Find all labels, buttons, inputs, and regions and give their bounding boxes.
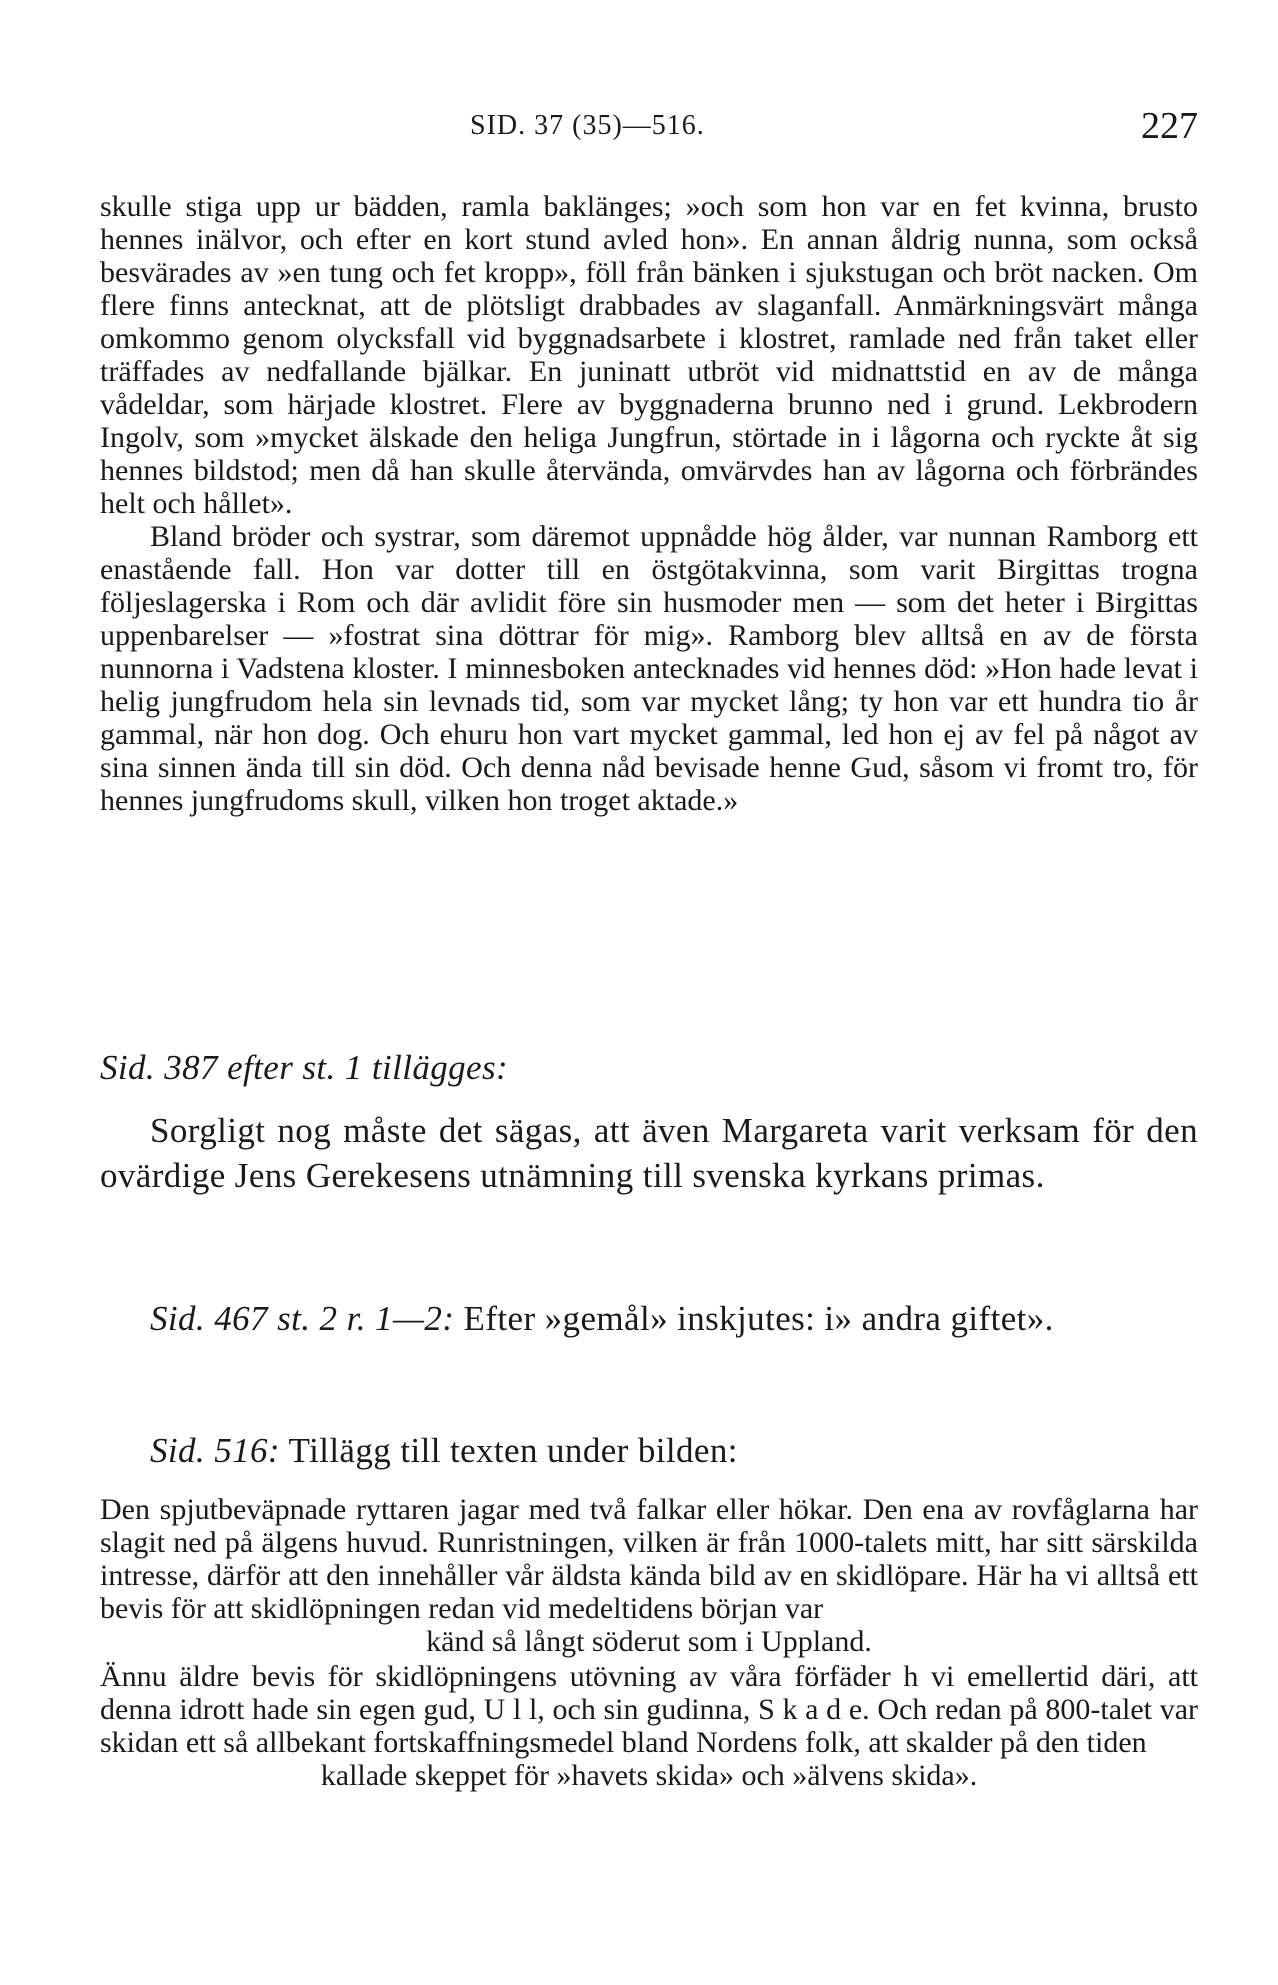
paragraph-2: Bland bröder och systrar, som däremot uppnådde hög ålder, var nunnan Ramborg ett enastående fall. Hon var dotter till en östgötakvinna, som varit Birgittas trogna följeslagerska i Rom och där avlidit före sin husmoder men — som det heter i Birgittas uppenbarelser — »fostrat sina döttrar för mig». Ramborg blev alltså en av de första nunnorna i Vadstena kloster. I minnesboken antecknades vid hennes död: »Hon hade levat i helig jungfrudom hela sin levnads tid, som var mycket lång; ty hon var ett hundra tio år gammal, när hon dog. Och ehuru hon vart mycket gammal, led hon ej av fel på något av sina sinnen ända till sin död. Och denna nåd bevisade henne Gud, såsom vi fromt tro, för hennes jungfrudoms skull, vilken hon troget aktade.»: [100, 520, 1198, 817]
section-1-text: Sorgligt nog måste det sägas, att även Margareta varit verksam för den ovärdige Jens Gerekesens utnämning till svenska kyrkans primas.: [100, 1111, 1198, 1195]
section-1-text-block: [100, 1108, 1198, 1198]
main-text-block: [100, 190, 1198, 817]
section-3-block: [100, 1428, 1198, 1473]
section-3-reference: Sid. 516:: [150, 1431, 280, 1470]
caption-paragraph-2: Ännu äldre bevis för skidlöpningens utövning av våra förfäder h vi emellertid däri, att denna idrott hade sin egen gud, U l l, och sin gudinna, S k a d e. Och redan på 800-talet var skidan ett så allbekant fortskaffningsmedel bland Nordens folk, att skalder på den tiden: [100, 1660, 1198, 1759]
section-2-reference: Sid. 467 st. 2 r. 1—2:: [150, 1299, 455, 1338]
caption-paragraph-1: Den spjutbeväpnade ryttaren jagar med två falkar eller hökar. Den ena av rovfåglarna har slagit ned på älgens huvud. Runristningen, vilken är från 1000-talets mitt, har sitt särskilda intresse, därför att den innehåller vår äldsta kända bild av en skidlöpare. Här ha vi alltså ett bevis för att skidlöpningen redan vid medeltidens början var: [100, 1493, 1198, 1625]
caption-paragraph-2-last: kallade skeppet för »havets skida» och »älvens skida».: [320, 1759, 978, 1792]
paragraph-1: skulle stiga upp ur bädden, ramla baklänges; »och som hon var en fet kvinna, brusto hennes inälvor, och efter en kort stund avled hon». En annan åldrig nunna, som också besvärades av »en tung och fet kropp», föll från bänken i sjukstugan och bröt nacken. Om flere finns antecknat, att de plötsligt drabbades av slaganfall. Anmärkningsvärt många omkommo genom olycksfall vid byggnadsarbete i klostret, ramlade ned från taket eller träffades av nedfallande bjälkar. En juninatt utbröt vid midnattstid en av de många vådeldar, som härjade klostret. Flere av byggnaderna brunno ned i grund. Lekbrodern Ingolv, som »mycket älskade den heliga Jungfrun, störtade in i lågorna och ryckte åt sig hennes bildstod; men då han skulle återvända, omvärvdes han av lågorna och förbrändes helt och hållet».: [100, 190, 1198, 520]
section-3-text: Tillägg till texten under bilden:: [288, 1431, 738, 1470]
section-2-text: Efter »gemål» inskjutes: i» andra giftet».: [463, 1299, 1054, 1338]
page-number: 227: [1141, 105, 1198, 147]
section-3-line: [100, 1428, 738, 1473]
section-2-block: [100, 1296, 1198, 1341]
caption-text-block: [100, 1493, 1198, 1792]
running-head: SID. 37 (35)—516.: [470, 110, 705, 141]
section-2-line: [100, 1296, 1198, 1341]
section-1-reference: Sid. 387 efter st. 1 tillägges:: [100, 1048, 509, 1087]
section-1-ref: [100, 1045, 1198, 1090]
caption-paragraph-1-last: känd så långt söderut som i Uppland.: [426, 1625, 872, 1658]
page-header: [100, 105, 1198, 150]
